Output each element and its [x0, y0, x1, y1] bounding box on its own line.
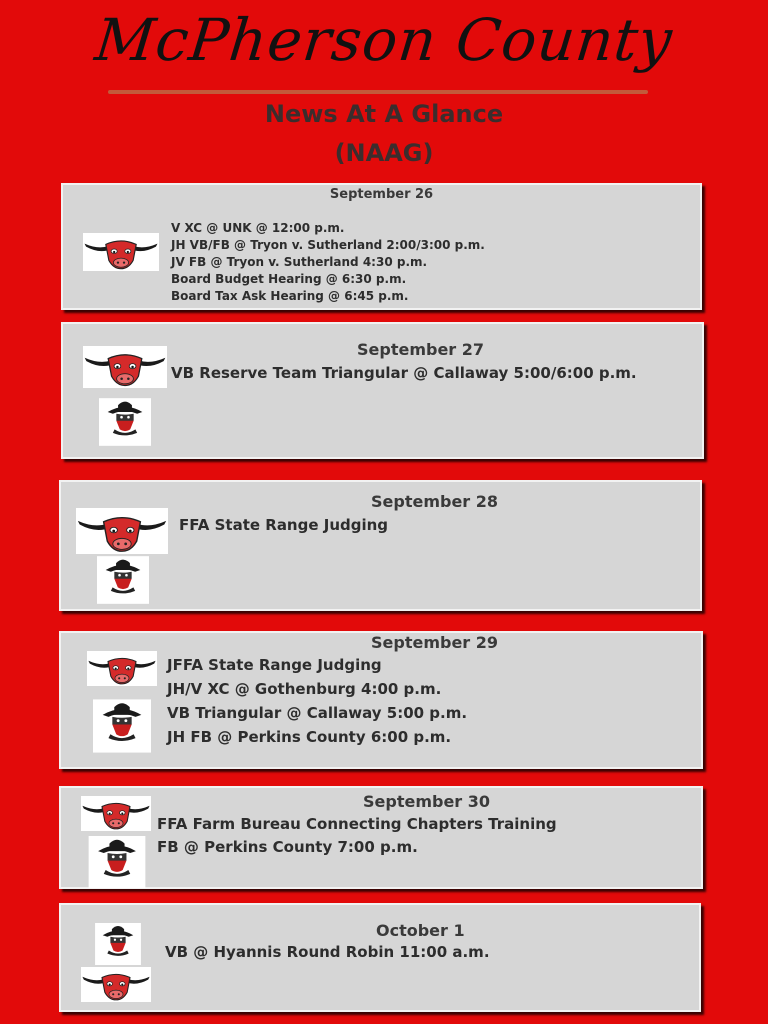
- page-subtitle: News At A Glance: [264, 100, 504, 128]
- title-underline: [108, 90, 648, 94]
- event-item: JH FB @ Perkins County 6:00 p.m.: [167, 728, 452, 746]
- bull-logo-icon: [83, 233, 159, 271]
- event-item: FFA State Range Judging: [179, 516, 389, 534]
- event-item: JH VB/FB @ Tryon v. Sutherland 2:00/3:00 p.m.: [171, 238, 485, 252]
- bull-logo-icon: [81, 796, 151, 831]
- event-date: September 28: [371, 492, 499, 511]
- event-card-sep28: [59, 480, 702, 611]
- bull-logo-icon: [75, 508, 169, 554]
- event-item: JH/V XC @ Gothenburg 4:00 p.m.: [167, 680, 442, 698]
- event-item: FFA Farm Bureau Connecting Chapters Training: [157, 815, 557, 833]
- maverick-logo-icon: [97, 556, 149, 604]
- event-item: VB Reserve Team Triangular @ Callaway 5:00/6:00 p.m.: [171, 364, 637, 382]
- event-card-oct1: [59, 903, 701, 1012]
- event-item: JFFA State Range Judging: [167, 656, 382, 674]
- bull-logo-icon: [81, 967, 151, 1002]
- event-item: Board Tax Ask Hearing @ 6:45 p.m.: [171, 289, 409, 303]
- maverick-logo-icon: [99, 398, 151, 446]
- event-card-sep27: [61, 322, 704, 459]
- bull-logo-icon: [87, 651, 157, 686]
- event-item: V XC @ UNK @ 12:00 p.m.: [171, 221, 345, 235]
- maverick-logo-icon: [87, 836, 147, 888]
- maverick-logo-icon: [93, 699, 151, 753]
- event-date: September 26: [329, 187, 434, 202]
- event-item: VB Triangular @ Callaway 5:00 p.m.: [167, 704, 468, 722]
- bull-logo-icon: [81, 346, 169, 388]
- page-subtitle-acronym: (NAAG): [334, 139, 434, 167]
- event-date: September 30: [363, 792, 491, 811]
- event-card-sep29: [59, 631, 703, 769]
- event-item: Board Budget Hearing @ 6:30 p.m.: [171, 272, 407, 286]
- event-item: FB @ Perkins County 7:00 p.m.: [157, 838, 418, 856]
- event-item: VB @ Hyannis Round Robin 11:00 a.m.: [165, 943, 490, 961]
- event-card-sep30: [59, 786, 703, 889]
- event-date: September 29: [371, 633, 499, 652]
- page-title: McPherson County: [91, 6, 676, 74]
- event-card-sep26: [61, 183, 702, 310]
- event-item: JV FB @ Tryon v. Sutherland 4:30 p.m.: [171, 255, 428, 269]
- maverick-logo-icon: [95, 923, 141, 965]
- event-date: September 27: [357, 340, 485, 359]
- event-date: October 1: [376, 921, 465, 940]
